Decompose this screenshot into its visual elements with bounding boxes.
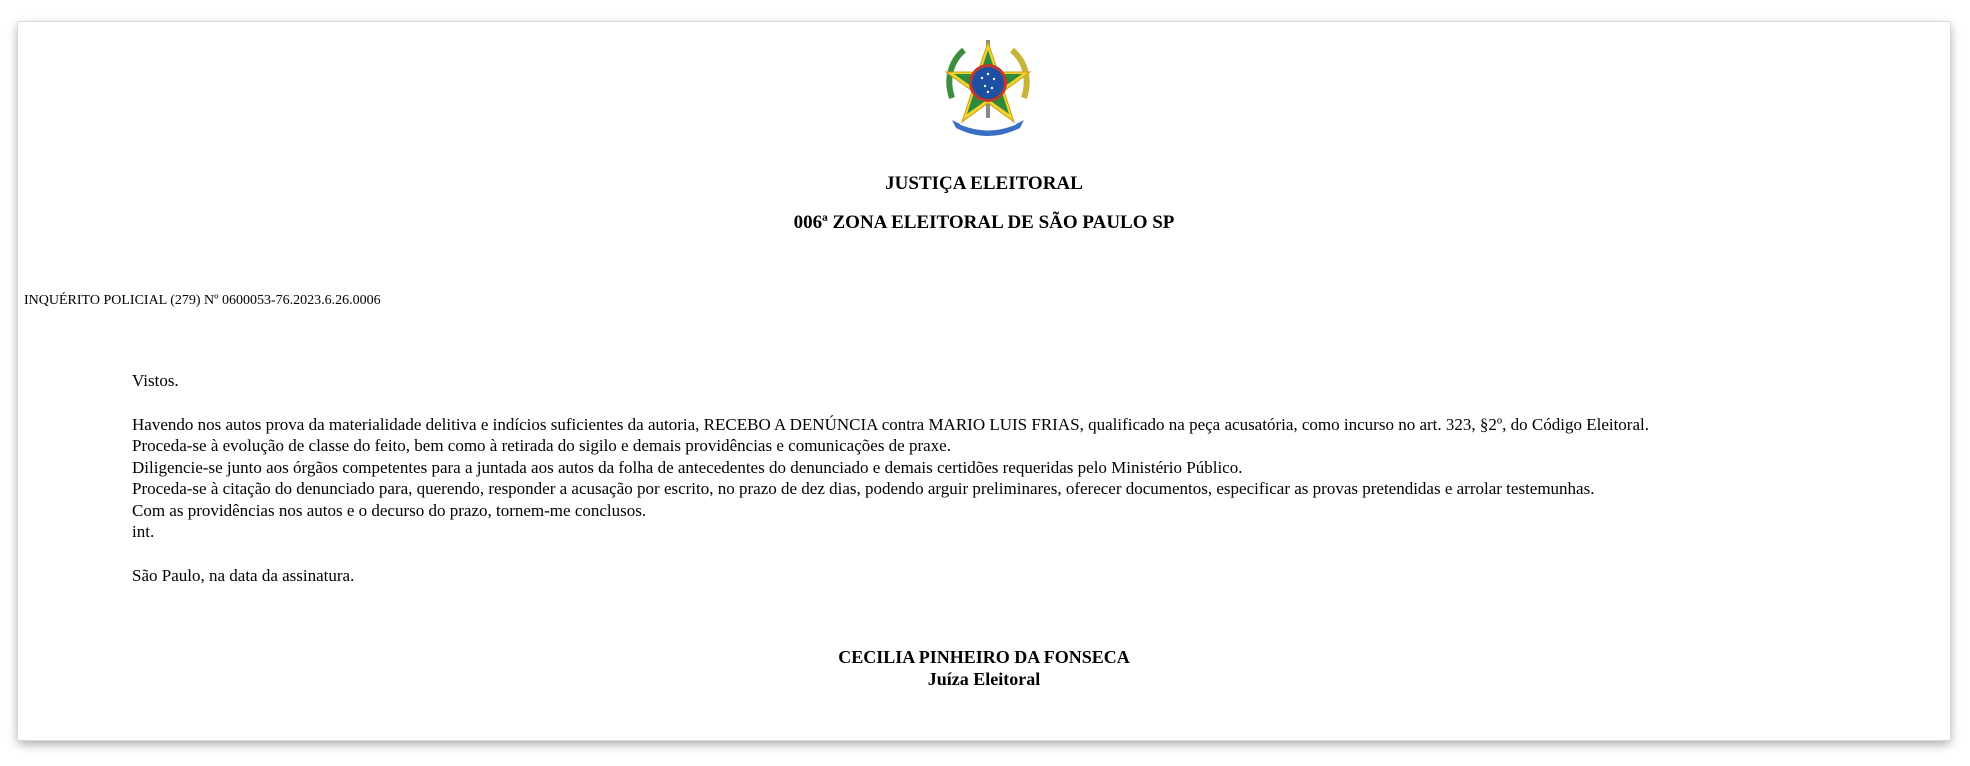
paragraph-spacer bbox=[132, 392, 1912, 414]
brazil-coat-of-arms-icon bbox=[938, 36, 1038, 140]
document-page bbox=[18, 22, 1950, 740]
decision-paragraph: Com as providências nos autos e o decurso do prazo, tornem-me conclusos. bbox=[132, 500, 647, 520]
court-title: JUSTIÇA ELEITORAL bbox=[885, 173, 1083, 194]
decision-opening: Vistos. bbox=[132, 371, 179, 390]
decision-paragraph: Diligencie-se junto aos órgãos competentes para a juntada aos autos da folha de antecedentes do denunciado e demais certidões requeridas pelo Ministério Público. bbox=[132, 457, 1243, 477]
decision-paragraph: int. bbox=[132, 522, 155, 541]
electoral-zone-title: 006ª ZONA ELEITORAL DE SÃO PAULO SP bbox=[793, 212, 1175, 233]
paragraph-spacer bbox=[132, 543, 1912, 565]
case-identifier: INQUÉRITO POLICIAL (279) Nº 0600053-76.2023.6.26.0006 bbox=[24, 293, 381, 308]
decision-paragraph: Havendo nos autos prova da materialidade delitiva e indícios suficientes da autoria, RECEBO A DENÚNCIA contra MARIO LUIS FRIAS, qualificado na peça acusatória, como incurso no art. 323, §2º, do Código Eleitoral. bbox=[132, 414, 1649, 434]
decision-body bbox=[132, 370, 1912, 586]
signer-role: Juíza Eleitoral bbox=[927, 669, 1041, 689]
decision-paragraph: Proceda-se à citação do denunciado para, querendo, responder a acusação por escrito, no prazo de dez dias, podendo arguir preliminares, oferecer documentos, especificar as provas pretendidas e arrolar testemunhas. bbox=[132, 479, 1595, 498]
decision-closing: São Paulo, na data da assinatura. bbox=[132, 565, 355, 585]
decision-paragraph: Proceda-se à evolução de classe do feito, bem como à retirada do sigilo e demais providências e comunicações de praxe. bbox=[132, 436, 951, 455]
signer-name: CECILIA PINHEIRO DA FONSECA bbox=[838, 647, 1130, 667]
